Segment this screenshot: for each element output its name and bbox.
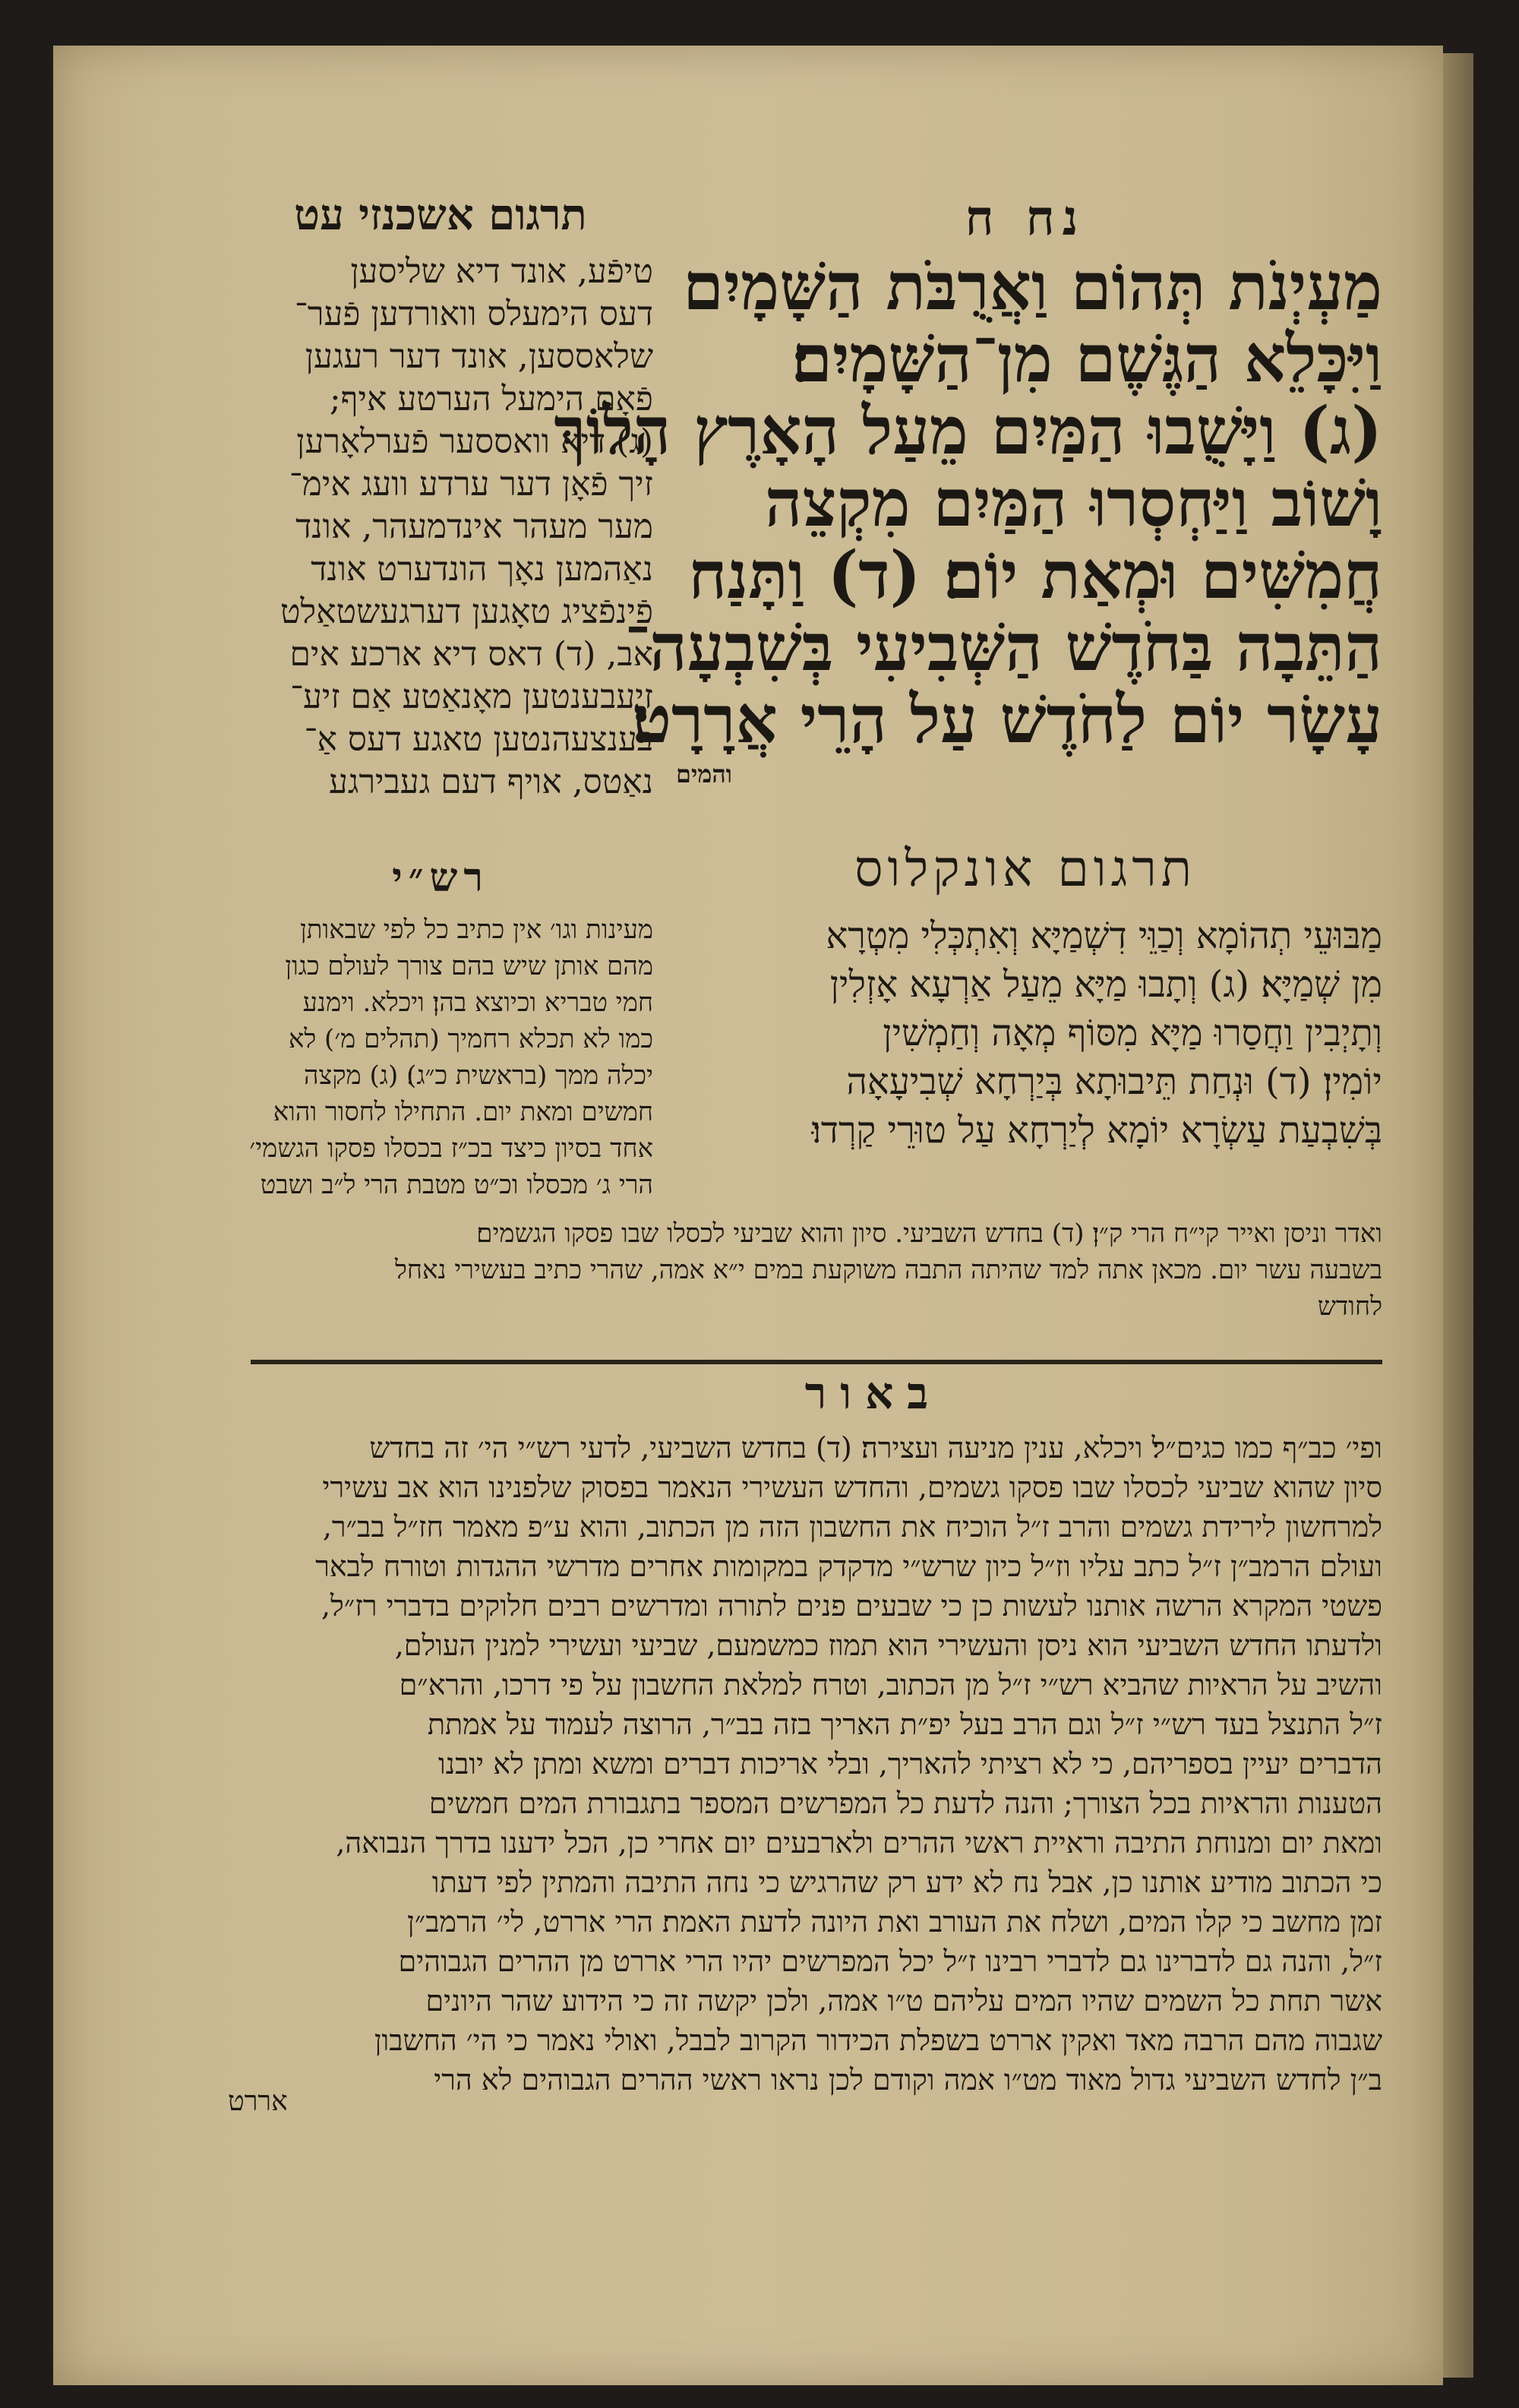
rashi-line: מהם אותן שיש בהם צורך לעולם כגון [285,951,653,981]
onkelos-line: בְּשִׁבְעַת עַשְׂרָא יוֹמָא לְיַרְחָא עַל טוּרֵי קַרְדוּ׃ [811,1109,1382,1152]
yiddish-line: אב, (ד) דאס דיא ארכע אים [289,635,653,674]
rashi-line: לחודש [1317,1291,1382,1322]
yiddish-line: נאַטס, אויף דעם געבירגע [329,763,653,801]
biur-line: והשיב על הראיות שהביא רש״י ז״ל מן הכתוב, וטרח למלאת החשבון על פי דרכו, והרא״ם [399,1668,1382,1702]
rashi-line: ואדר וניסן ואייר קי״ח הרי ק״ן׃ (ד) בחדש השביעי. סיון והוא שביעי לכסלו שבו פסקו הגשמים׃ [476,1218,1382,1249]
rashi-line: חמשים ומאת יום. התחילו לחסור והוא [273,1097,653,1127]
rashi-line: בשבעה עשר יום. מכאן אתה למד שהיתה התבה משוקעת במים י״א אמה, שהרי כתיב בעשירי נאחל [395,1255,1382,1285]
side-heading: תרגום אשכנזי עט [294,190,587,240]
biur-line: פשטי המקרא הרשה אותנו לעשות כן כי שבעים פנים לתורה ומדרשים רבים חלוקים בדברי רז״ל, [321,1589,1382,1623]
rashi-line: כמו לא תכלא רחמיך (תהלים מ׳) לא [288,1024,653,1054]
biur-line: ולדעתו החדש השביעי הוא ניסן והעשירי הוא תמוז כמשמעם, שביעי ועשירי למנין העולם, [394,1629,1382,1662]
biblical-line: (ג) וַיָּשֻׁבוּ הַמַּיִם מֵעַל הָאָרֶץ הָלוֹךְ [554,393,1382,469]
yiddish-line: זיעבענטען מאָנאַטע אַם זיע־ [290,678,653,716]
rashi-title: רש״י [392,855,489,901]
biur-line: הטענות והראיות בכל הצורך; והנה לדעת כל המפרשים המספר בתגבורת המים חמשים [428,1787,1382,1820]
catchword: והמים [676,760,732,788]
rashi-continued [228,1215,1382,1325]
rashi-line: מעינות וגו׳ אין כתיב כל לפי שבאותן [300,915,653,945]
biur-text [228,1428,1382,2100]
biur-line: ב״ן לחדש השביעי גדול מאוד מט״ו אמה וקודם לכן נראו ראשי ההרים הגבוהים לא הרי [434,2063,1382,2097]
biur-line: ז״ל התנצל בעד רש״י ז״ל וגם הרב בעל יפ״ת האריך בזה בב״ר, הרוצה לעמוד על אמתת [427,1708,1382,1741]
rashi-line: אחד בסיון כיצד בכ״ז בכסלו פסקו הגשמי׳ [249,1133,653,1164]
rashi-line: חמי טבריא וכיוצא בהן׃ ויכלא. וימנע [302,988,653,1018]
biblical-line: עָשָׂר יוֹם לַחֹדֶשׁ עַל הָרֵי אֲרָרָט׃ [632,681,1382,758]
onkelos-text [668,912,1382,1155]
onkelos-title: תרגום אונקלוס [854,839,1197,898]
biblical-line: הַתֵּבָה בַּחֹדֶשׁ הַשְּׁבִיעִי בְּשִׁבְעָה־ [624,609,1382,686]
yiddish-line: שלאססען, אונד דער רעגען [305,337,653,376]
biblical-line: וָשׁוֹב וַיַּחְסְרוּ הַמַּיִם מִקְצֵה [765,465,1382,542]
biur-line: ז״ל, והנה גם לדברינו גם לדברי רבינו ז״ל יכל המפרשים יהיו הרי אררט מן ההרים הגבוהים [398,1945,1382,1978]
onkelos-line: וְתָיְבִין וַחֲסַרוּ מַיָּא מִסּוֹף מְאָה וְחַמְשִׁין [883,1012,1382,1054]
biur-line: אשר תחת כל השמים שהיו המים עליהם ט״ו אמה, ולכן יקשה זה כי הידוע שהר היונים [425,1984,1382,2018]
biblical-line: מַעְיְנֹת תְּהוֹם וַאֲרֻבֹּת הַשָּׁמָיִם [683,248,1382,325]
onkelos-line: מִן שְׁמַיָּא׃ (ג) וְתָבוּ מַיָּא מֵעַל אַרְעָא אָזְלִין [829,963,1382,1006]
onkelos-line: מַבּוּעֵי תְהוֹמָא וְכַוֵּי דִשְׁמַיָּא וְאִתְכְּלִי מִטְרָא [826,915,1382,957]
biur-line: זמן מחשב כי קלו המים, ושלח את העורב ואת היונה לדעת האמת׃ הרי אררט, לי׳ הרמב״ן [407,1905,1382,1939]
page-heading: נח ח [965,190,1086,247]
rashi-line: יכלה ממך (בראשית כ״ג)׃ (ג) מקצה [303,1060,653,1091]
biur-title: באור [804,1367,943,1419]
yiddish-line: בענצעהנטען טאגע דעס אַ־ [304,720,653,759]
biur-line: ועולם הרמב״ן ז״ל כתב עליו וז״ל כיון שרש״י מדקדק במקומות אחרים מדרשי ההגדות וטורח לבאר [315,1550,1382,1583]
yiddish-line: פֿינפֿציג טאָגען דערגעשטאַלט [279,593,653,631]
biur-line: למרחשון לירידת גשמים והרב ז״ל הוכיח את החשבון הזה מן הכתוב, והוא ע״פ מאמר חז״ל בב״ר, [322,1510,1382,1544]
biur-line: כי הכתוב מודיע אותנו כן, אבל נח לא ידע רק שהרגיש כי נחה התיבה והמתין לפי דעתו [431,1866,1382,1899]
yiddish-line: פֿאָם הימעל הערטע איף; [329,380,653,419]
yiddish-translation [228,251,653,804]
rashi-text [228,912,653,1203]
onkelos-line: יוֹמִין׃ (ד) וּנְחַת תֵּיבוּתָא בְּיַרְחָא שְׁבִיעָאָה [846,1060,1382,1103]
biblical-line: חֲמִשִּׁים וּמְאַת יוֹם׃ (ד) וַתָּנַח [688,537,1382,614]
yiddish-line: זיך פֿאָן דער ערדע וועג אימ־ [289,465,653,504]
rashi-line: הרי ג׳ מכסלו וכ״ט מטבת הרי ל״ב ושבט [260,1170,653,1200]
biur-line: סיון שהוא שביעי לכסלו שבו פסקו גשמים, והחדש העשירי הנאמר בפסוק שלפנינו הוא אב עשירי [322,1471,1382,1504]
yiddish-line: טיפֿע, אונד דיא שליסען [350,252,653,291]
biblical-line: וַיִּכָּלֵא הַגֶּשֶׁם מִן־הַשָּׁמָיִם׃ [791,321,1382,397]
biur-line: שגבוה מהם הרבה מאד ואקין אררט בשפלת הכידור הקרוב לבבל, ואולי נאמר כי הי׳ החשבון [374,2024,1382,2057]
biur-line: הדברים יעיין בספריהם, כי לא רציתי להאריך, ובלי אריכות דברים ומשא ומתן לא יובנו [438,1747,1382,1781]
yiddish-line: (ג) דיא וואססער פֿערלאָרען [296,422,653,461]
biur-line: ופי׳ כב״ף כמו כגים״ל׃ ויכלא, ענין מניעה ועצירה׃ (ד) בחדש השביעי, לדעי רש״י הי׳ זה בחדש [369,1431,1382,1465]
catchword-bottom: אררט [228,2086,288,2117]
section-divider [251,1360,1382,1364]
yiddish-line: נאַהמען נאָך הונדערט אונד [311,550,653,589]
yiddish-line: דעס הימעלס וואורדען פֿער־ [295,295,653,333]
yiddish-line: מער מעהר אינדמעהר, אונד [295,507,653,546]
biblical-text [554,248,1382,758]
biur-line: ומאת יום ומנוחת התיבה וראיית ראשי ההרים ולארבעים יום אחרי כן, הכל ידענו בדרך הנבואה, [336,1826,1382,1860]
